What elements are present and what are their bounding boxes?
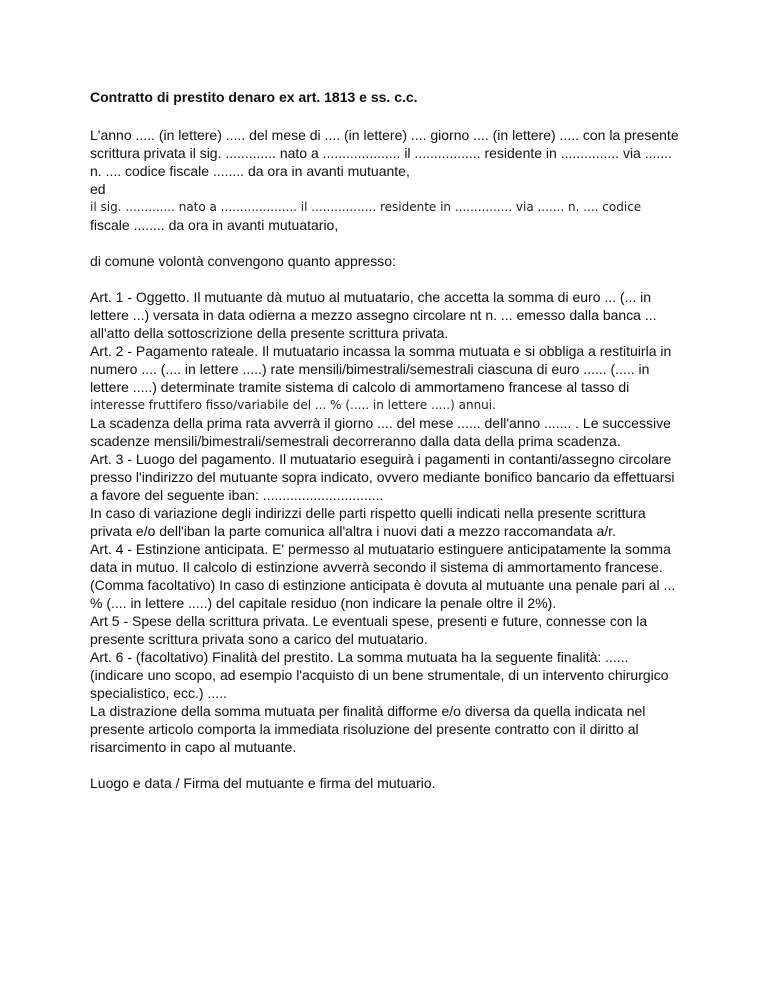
closing-line: Luogo e data / Firma del mutuante e firma del mutuario.	[90, 775, 436, 791]
article-line: Art. 1 - Oggetto. Il mutuante dà mutuo al mutuatario, che accetta la somma di euro ... (... in	[90, 289, 652, 305]
article-line: % (.... in lettere .....) del capitale residuo (non indicare la penale oltre il 2%).	[90, 595, 557, 611]
intro-line: ed	[90, 181, 106, 197]
intro-line: il sig. ............. nato a .................... il ................. residente in ............... via ....... n. .... codice	[90, 200, 642, 214]
article-line: presente articolo comporta la immediata risoluzione del presente contratto con il diritto al	[90, 721, 639, 737]
agreement-paragraph	[90, 252, 730, 270]
article-line: lettere .....) determinate tramite sistema di calcolo di ammortameno francese al tasso di	[90, 379, 630, 395]
article-line: lettere ...) versata in data odierna a mezzo assegno circolare nt n. ... emesso dalla banca ...	[90, 307, 657, 323]
article-line: Art. 3 - Luogo del pagamento. Il mutuatario eseguirà i pagamenti in contanti/assegno circolare	[90, 451, 672, 467]
article-line: La scadenza della prima rata avverrà il giorno .... del mese ...... dell'anno ....... . Le successive	[90, 415, 671, 431]
article-line: numero .... (.... in lettere .....) rate mensili/bimestrali/semestrali ciascuna di euro ...... (..... in	[90, 361, 650, 377]
article-line: privata e/o dell'iban la parte comunica all'altra i nuovi dati a mezzo raccomandata a/r.	[90, 523, 616, 539]
intro-paragraph	[90, 126, 730, 234]
intro-line: scrittura privata il sig. ............. nato a .................... il ................. residente in ............... via .......	[90, 145, 672, 161]
article-line: Art 5 - Spese della scrittura privata. Le eventuali spese, presenti e future, connesse con la	[90, 613, 648, 629]
closing-paragraph	[90, 774, 730, 792]
article-line: Art. 4 - Estinzione anticipata. E' permesso al mutuatario estinguere anticipatamente la somma	[90, 541, 671, 557]
article-line: interesse fruttifero fisso/variabile del ... % (..... in lettere .....) annui.	[90, 398, 496, 412]
articles-section	[90, 288, 730, 756]
article-line: In caso di variazione degli indirizzi delle parti rispetto quelli indicati nella presente scrittura	[90, 505, 646, 521]
intro-line: L'anno ..... (in lettere) ..... del mese di .... (in lettere) .... giorno .... (in lettere) ..... con la presente	[90, 127, 679, 143]
article-line: Art. 6 - (facoltativo) Finalità del prestito. La somma mutuata ha la seguente finalità: ......	[90, 649, 629, 665]
article-line: presente scrittura privata sono a carico del mutuatario.	[90, 631, 428, 647]
article-line: all'atto della sottoscrizione della presente scrittura privata.	[90, 325, 449, 341]
article-line: presso l'indirizzo del mutuante sopra indicato, ovvero mediante bonifico bancario da effettuarsi	[90, 469, 675, 485]
article-line: specialistico, ecc.) .....	[90, 685, 227, 701]
document-title: Contratto di prestito denaro ex art. 1813 e ss. c.c.	[90, 89, 418, 105]
document-page	[90, 88, 730, 792]
article-line: a favore del seguente iban: ...............................	[90, 487, 384, 503]
article-line: data in mutuo. Il calcolo di estinzione avverrà secondo il sistema di ammortamento francese.	[90, 559, 663, 575]
article-line: (indicare uno scopo, ad esempio l'acquisto di un bene strumentale, di un intervento chirurgico	[90, 667, 669, 683]
intro-line: n. .... codice fiscale ........ da ora in avanti mutuante,	[90, 163, 410, 179]
article-line: Art. 2 - Pagamento rateale. Il mutuatario incassa la somma mutuata e si obbliga a restituirla in	[90, 343, 672, 359]
agreement-line: di comune volontà convengono quanto appresso:	[90, 253, 396, 269]
article-line: scadenze mensili/bimestrali/semestrali decorreranno dalla data della prima scadenza.	[90, 433, 621, 449]
article-line: risarcimento in capo al mutuante.	[90, 739, 297, 755]
article-line: La distrazione della somma mutuata per finalità difforme e/o diversa da quella indicata nel	[90, 703, 646, 719]
article-line: (Comma facoltativo) In caso di estinzione anticipata è dovuta al mutuante una penale pari al ...	[90, 577, 676, 593]
intro-line: fiscale ........ da ora in avanti mutuatario,	[90, 217, 339, 233]
